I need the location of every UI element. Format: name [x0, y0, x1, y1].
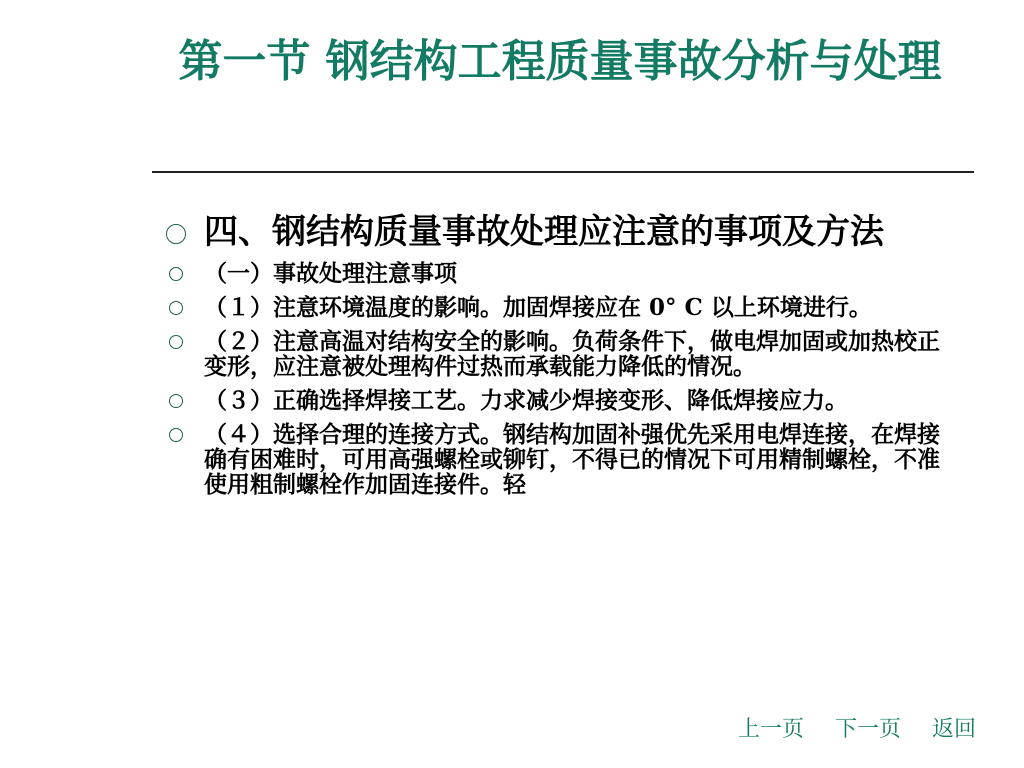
back-link[interactable]: 返回 — [931, 717, 976, 742]
hollow-circle-bullet-icon — [169, 428, 183, 442]
hollow-circle-bullet-icon — [166, 224, 186, 244]
bullet-text: （一）事故处理注意事项 — [204, 260, 457, 287]
bullet-text: 四、钢结构质量事故处理应注意的事项及方法 — [204, 212, 884, 252]
next-page-link[interactable]: 下一页 — [834, 717, 901, 742]
slide-title: 第一节 钢结构工程质量事故分析与处理 — [178, 36, 942, 87]
slide-navigation — [714, 712, 976, 743]
bullet-item — [160, 422, 960, 497]
bullet-text: （１）注意环境温度的影响。加固焊接应在 0° C 以上环境进行。 — [204, 294, 872, 321]
bullet-item — [160, 329, 960, 379]
hollow-circle-bullet-icon — [169, 394, 183, 408]
slide-body — [160, 214, 960, 506]
hollow-circle-bullet-icon — [169, 301, 183, 315]
title-divider — [152, 171, 974, 173]
bullet-item — [160, 261, 960, 286]
prev-page-link[interactable]: 上一页 — [737, 717, 804, 742]
bullet-text: （４）选择合理的连接方式。钢结构加固补强优先采用电焊连接，在焊接确有困难时，可用高强螺栓或铆钉，不得已的情况下可用精制螺栓，不准使用粗制螺栓作加固连接件。轻 — [204, 421, 940, 498]
hollow-circle-bullet-icon — [169, 267, 183, 281]
bullet-item — [160, 295, 960, 320]
bullet-item — [160, 388, 960, 413]
bullet-item-heading — [160, 214, 960, 251]
bullet-text: （２）注意高温对结构安全的影响。负荷条件下，做电焊加固或加热校正变形，应注意被处理构件过热而承载能力降低的情况。 — [204, 328, 940, 380]
hollow-circle-bullet-icon — [169, 335, 183, 349]
bullet-text: （３）正确选择焊接工艺。力求减少焊接变形、降低焊接应力。 — [204, 387, 848, 414]
